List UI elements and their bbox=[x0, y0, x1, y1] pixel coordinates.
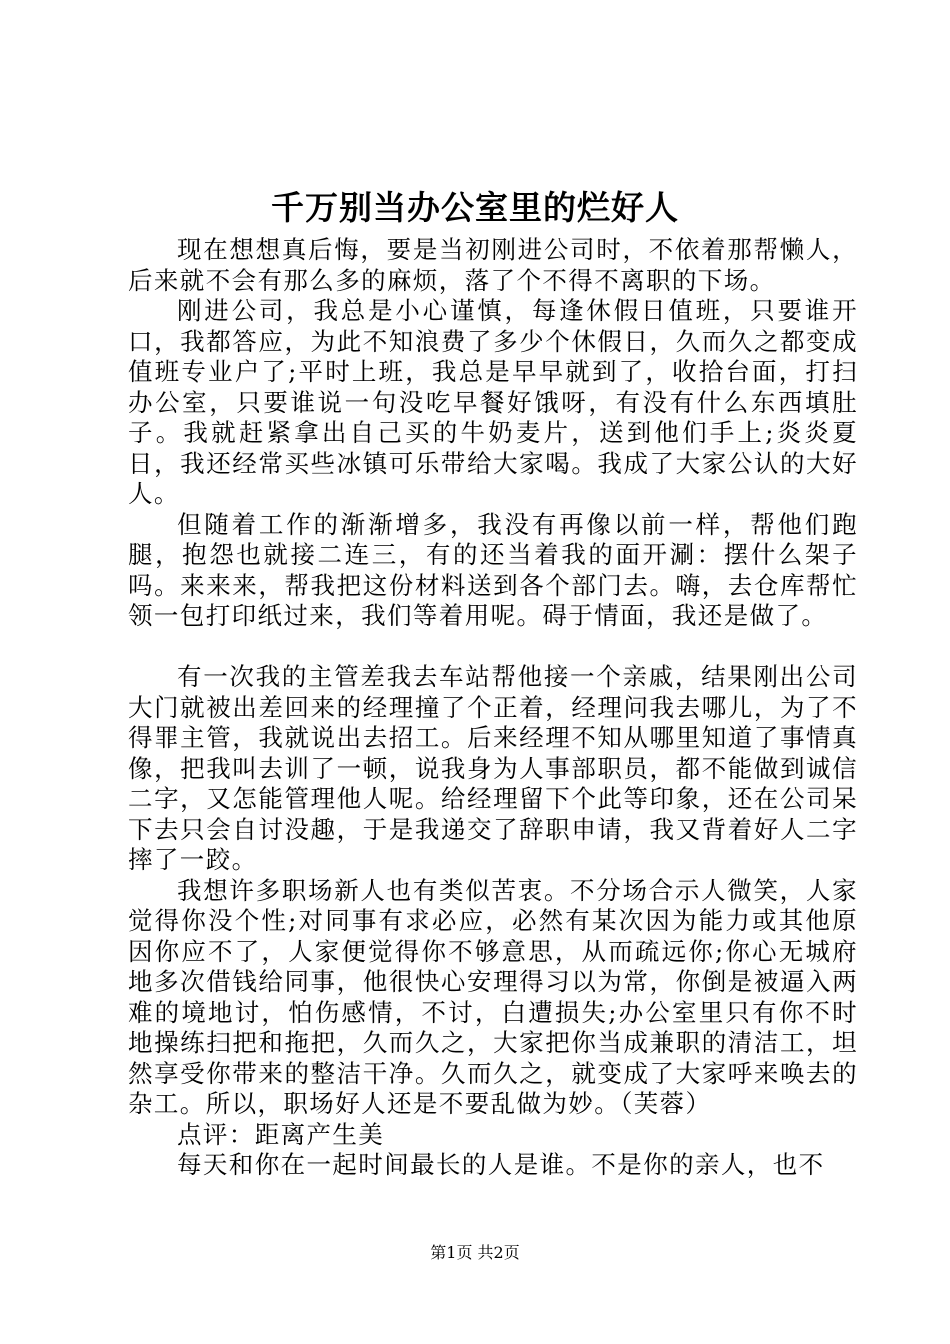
paragraph-7: 每天和你在一起时间最长的人是谁。不是你的亲人，也不 bbox=[177, 1150, 825, 1179]
document-body bbox=[128, 235, 858, 1181]
paragraph-5: 我想许多职场新人也有类似苦衷。不分场合示人微笑，人家觉得你没个性;对同事有求必应，必然有某次因为能力或其他原因你应不了，人家便觉得你不够意思，从而疏远你;你心无城府地多次借钱给同事，他很快心安理得习以为常，你倒是被逼入两难的境地讨，怕伤感情，不讨，白遭损失;办公室里只有你不时地操练扫把和拖把，久而久之，大家把你当成兼职的清洁工，坦然享受你带来的整洁干净。久而久之，就变成了大家呼来唤去的杂工。所以，职场好人还是不要乱做为妙。（芙蓉） bbox=[128, 875, 858, 1118]
paragraph-3: 但随着工作的渐渐增多，我没有再像以前一样，帮他们跑腿，抱怨也就接二连三，有的还当着我的面开涮：摆什么架子吗。来来来，帮我把这份材料送到各个部门去。嗨，去仓库帮忙领一包打印纸过来，我们等着用呢。碍于情面，我还是做了。 bbox=[128, 509, 858, 630]
paragraph-2: 刚进公司，我总是小心谨慎，每逢休假日值班，只要谁开口，我都答应，为此不知浪费了多少个休假日，久而久之都变成值班专业户了;平时上班，我总是早早就到了，收拾台面，打扫办公室，只要谁说一句没吃早餐好饿呀，有没有什么东西填肚子。我就赶紧拿出自己买的牛奶麦片，送到他们手上;炎炎夏日，我还经常买些冰镇可乐带给大家喝。我成了大家公认的大好人。 bbox=[128, 296, 858, 508]
page-footer bbox=[0, 1241, 950, 1265]
document-title: 千万别当办公室里的烂好人 bbox=[271, 188, 679, 227]
page-number: 第1页 共2页 bbox=[430, 1243, 520, 1262]
paragraph-4: 有一次我的主管差我去车站帮他接一个亲戚，结果刚出公司大门就被出差回来的经理撞了个正着，经理问我去哪儿，为了不得罪主管，我就说出去招工。后来经理不知从哪里知道了事情真像，把我叫去训了一顿，说我身为人事部职员，都不能做到诚信二字，又怎能管理他人呢。给经理留下个此等印象，还在公司呆下去只会自讨没趣，于是我递交了辞职申请，我又背着好人二字摔了一跤。 bbox=[128, 662, 858, 874]
commentary-heading: 点评：距离产生美 bbox=[177, 1119, 385, 1149]
paragraph-1: 现在想想真后悔，要是当初刚进公司时，不依着那帮懒人，后来就不会有那么多的麻烦，落了个不得不离职的下场。 bbox=[128, 235, 858, 295]
